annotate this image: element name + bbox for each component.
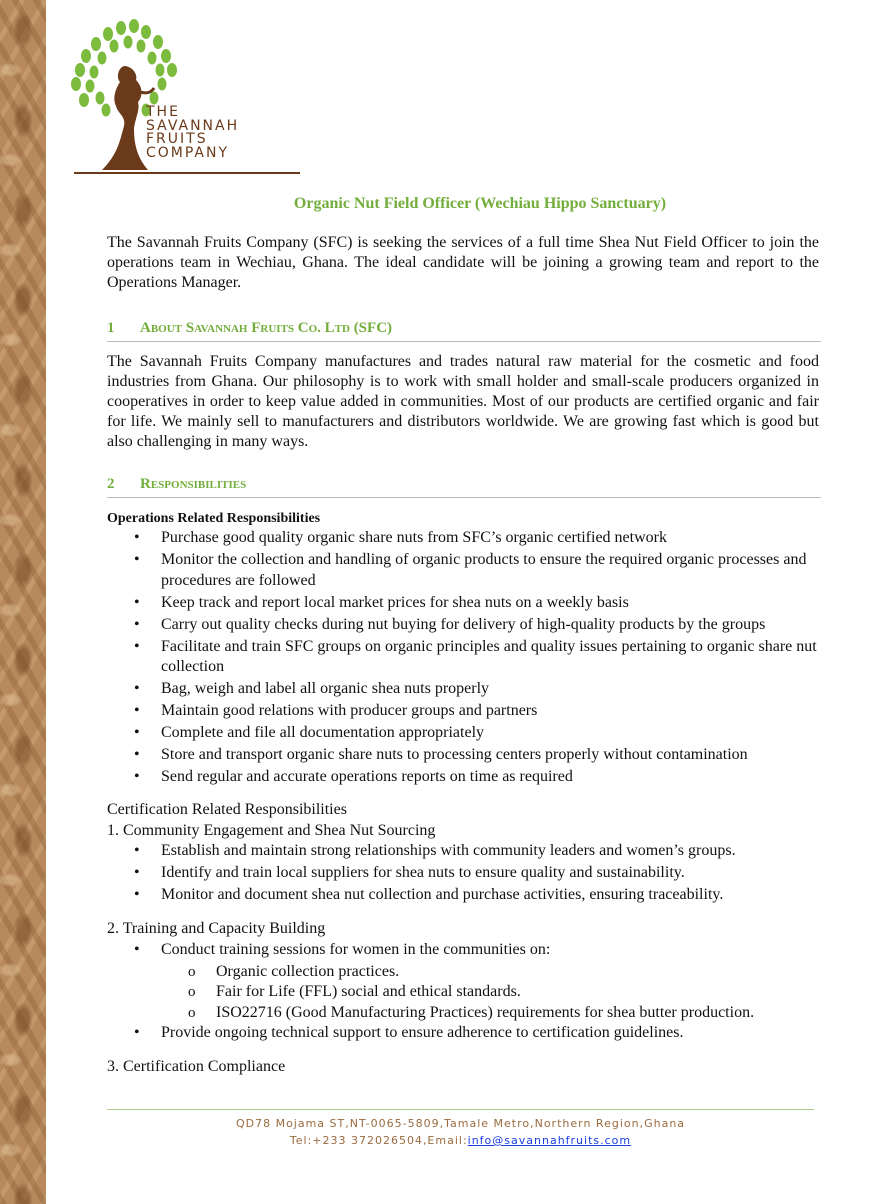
list-item: • Keep track and report local market prices for shea nuts on a weekly basis <box>107 593 821 614</box>
training-list-continued <box>107 1023 821 1044</box>
intro-paragraph: The Savannah Fruits Company (SFC) is seeking the services of a full time Shea Nut Field Officer to join the operations team in Wechiau, Ghana. The ideal candidate will be joining a growing team and report to the Operations Manager. <box>107 234 819 291</box>
list-item: • Conduct training sessions for women in the communities on: <box>107 940 821 961</box>
sublist-item: o Fair for Life (FFL) social and ethical standards. <box>107 982 821 1003</box>
list-item: • Provide ongoing technical support to ensure adherence to certification guidelines. <box>107 1023 821 1044</box>
list-item: • Store and transport organic share nuts to processing centers properly without contamination <box>107 745 821 766</box>
community-heading: 1. Community Engagement and Shea Nut Sourcing <box>107 821 436 839</box>
footer-address: QD78 Mojama ST,NT-0065-5809,Tamale Metro,Northern Region,Ghana <box>235 1117 686 1130</box>
list-item: • Complete and file all documentation appropriately <box>107 723 821 744</box>
logo-line: THE <box>146 104 180 120</box>
responsibilities-content <box>107 510 821 1078</box>
logo-underline <box>74 172 300 174</box>
section-heading-responsibilities <box>107 476 821 498</box>
logo-line: COMPANY <box>146 144 230 161</box>
compliance-heading: 3. Certification Compliance <box>107 1058 286 1075</box>
list-item: • Monitor the collection and handling of organic products to ensure the required organic processes and procedures are followed <box>107 550 821 591</box>
section-title: Responsibilities <box>140 476 247 492</box>
logo-line: FRUITS <box>146 131 208 148</box>
footer-divider <box>107 1109 814 1110</box>
section-number: 1 <box>107 320 115 336</box>
operations-list <box>107 528 821 788</box>
certification-heading: Certification Related Responsibilities <box>107 801 347 818</box>
footer-contact <box>107 1134 814 1147</box>
about-paragraph: The Savannah Fruits Company manufactures and trades natural raw material for the cosmetic and food industries from Ghana. Our philosophy is to work with small holder and small-scale producers organized in cooperatives in order to keep value added in communities. Most of our products are certified organic and fair for life. We mainly sell to manufacturers and distributors worldwide. We are growing fast which is good but also challenging in many ways. <box>107 353 819 450</box>
section-number: 2 <box>107 476 115 492</box>
logo-wordmark <box>146 106 239 160</box>
training-sublist <box>107 962 821 1024</box>
training-heading: 2. Training and Capacity Building <box>107 920 326 937</box>
list-item: • Send regular and accurate operations reports on time as required <box>107 767 821 788</box>
list-item: • Establish and maintain strong relationships with community leaders and women’s groups. <box>107 841 821 862</box>
footer-tel: Tel:+233 372026504,Email: <box>289 1134 468 1147</box>
list-item: • Facilitate and train SFC groups on organic principles and quality issues pertaining to organic share nut collection <box>107 637 821 678</box>
list-item: • Carry out quality checks during nut buying for delivery of high-quality products by the groups <box>107 615 821 636</box>
list-item: • Bag, weigh and label all organic shea nuts properly <box>107 679 821 700</box>
sublist-item: o Organic collection practices. <box>107 962 821 983</box>
training-list <box>107 940 821 961</box>
logo-line: SAVANNAH <box>146 117 240 134</box>
list-item: • Monitor and document shea nut collection and purchase activities, ensuring traceability. <box>107 885 821 906</box>
operations-heading: Operations Related Responsibilities <box>107 511 321 526</box>
list-item: • Identify and train local suppliers for shea nuts to ensure quality and sustainability. <box>107 863 821 884</box>
list-item: • Maintain good relations with producer groups and partners <box>107 701 821 722</box>
footer-email-link[interactable]: info@savannahfruits.com <box>467 1134 632 1147</box>
sublist-item: o ISO22716 (Good Manufacturing Practices) requirements for shea butter production. <box>107 1003 821 1024</box>
page-title: Organic Nut Field Officer (Wechiau Hippo Sanctuary) <box>293 195 667 212</box>
list-item: • Purchase good quality organic share nuts from SFC’s organic certified network <box>107 528 821 549</box>
section-heading-about <box>107 320 821 342</box>
decorative-border <box>0 0 46 1204</box>
section-title: About Savannah Fruits Co. Ltd (SFC) <box>140 320 393 336</box>
community-list <box>107 841 821 906</box>
